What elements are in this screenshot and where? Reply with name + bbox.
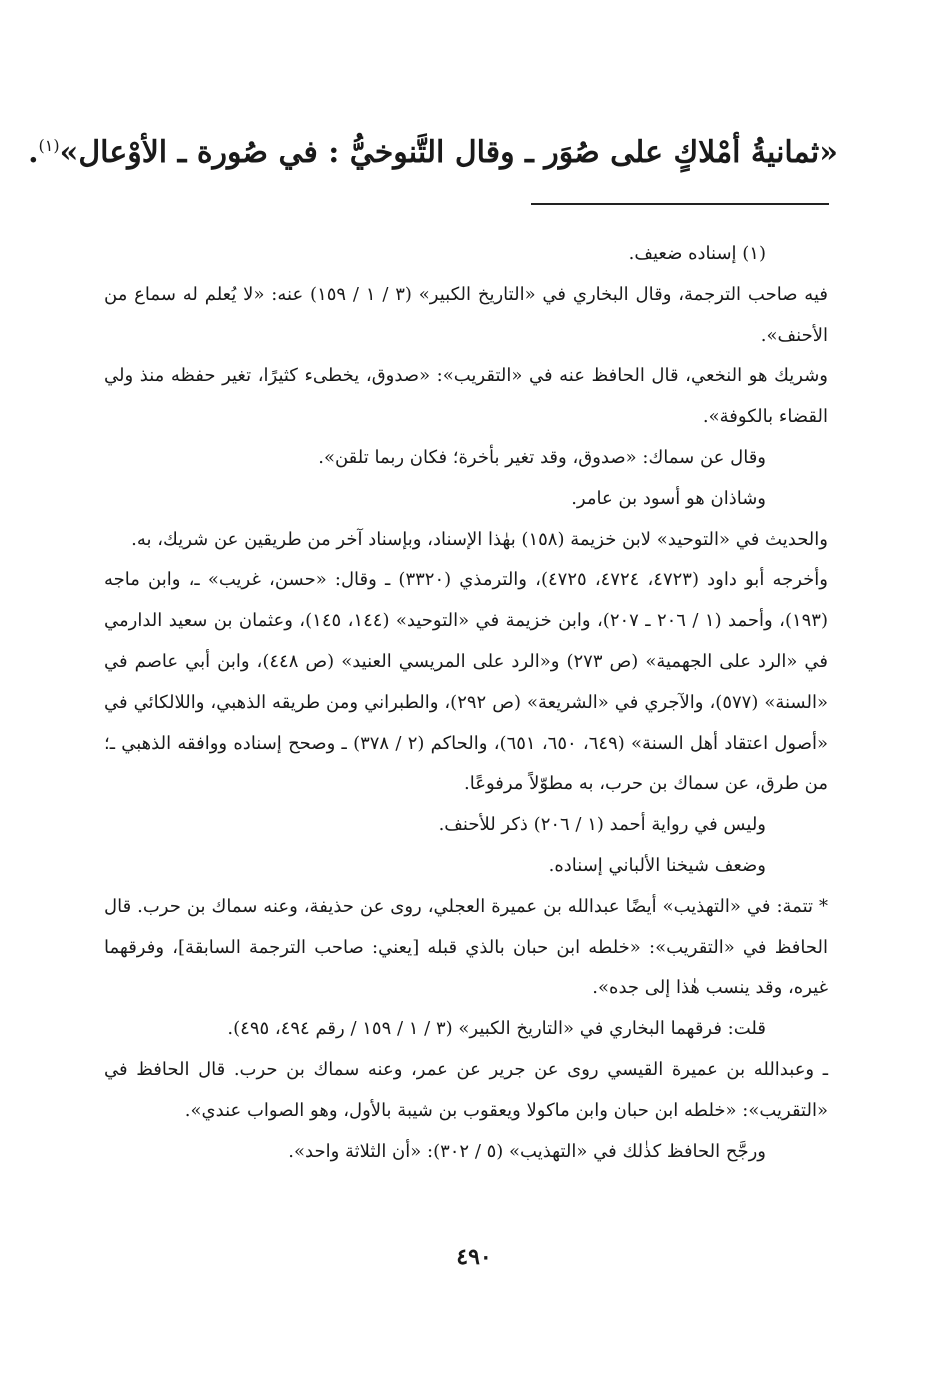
hadith-text: «ثمانيةُ أمْلاكٍ على صُوَر ـ وقال التَّنوخيُّ : في صُورة ـ الأوْعال»	[59, 135, 838, 170]
footnote-paragraph: وليس في رواية أحمد (١ / ٢٠٦) ذكر للأحنف.	[438, 814, 766, 836]
footnote-paragraph: (١) إسناده ضعيف.	[628, 243, 766, 264]
footnote-paragraph: قلت: فرقهما البخاري في «التاريخ الكبير» (٣ / ١ / ١٥٩ / رقم ٤٩٤، ٤٩٥).	[227, 1018, 766, 1040]
footnote-paragraph: وأخرجه أبو داود (٤٧٢٣، ٤٧٢٤، ٤٧٢٥)، والترمذي (٣٣٢٠) ـ وقال: «حسن، غريب» ـ، وابن ماجه (١٩٣)، وأحمد (١ / ٢٠٦ ـ ٢٠٧)، وابن خزيمة في «التوحيد» (١٤٤، ١٤٥)، وعثمان بن سعيد الدارمي في «الرد على الجهمية» (ص ٢٧٣) و«الرد على المريسي العنيد» (ص ٤٤٨)، وابن أبي عاصم في «السنة» (٥٧٧)، والآجري في «الشريعة» (ص ٢٩٢)، والطبراني ومن طريقه الذهبي، واللالكائي في «أصول اعتقاد أهل السنة» (٦٤٩، ٦٥٠، ٦٥١)، والحاكم (٢ / ٣٧٨) ـ وصحح إسناده ووافقه الذهبي ـ؛ من طرق، عن سماك بن حرب، به مطوّلاً مرفوعًا.	[104, 569, 829, 795]
footnote-paragraph: وشاذان هو أسود بن عامر.	[571, 487, 766, 509]
heading-end: .	[28, 135, 39, 170]
footnote-ref: (١)	[38, 136, 60, 155]
footnote-paragraph: وضعف شيخنا الألباني إسناده.	[548, 854, 766, 876]
footnote-paragraph: وقال عن سماك: «صدوق، وقد تغير بأخرة؛ فكان ربما تلقن».	[318, 446, 766, 468]
footnote-paragraph: * تتمة: في «التهذيب» أيضًا عبدالله بن عميرة العجلي، روى عن حذيفة، وعنه سماك بن حرب. قال الحافظ في «التقريب»: «خلطه ابن حبان بالذي قبله [يعني: صاحب الترجمة السابقة]، وفرقهما غيره، وقد ينسب هٰذا إلى جده».	[104, 895, 828, 999]
page-number: ٤٩٠	[456, 1244, 492, 1270]
footnote-paragraph: ـ وعبدالله بن عميرة القيسي روى عن جرير عن عمر، وعنه سماك بن حرب. قال الحافظ في «التقريب»: «خلطه ابن حبان وابن ماكولا ويعقوب بن شيبة بالأول، وهو الصواب عندي».	[104, 1058, 828, 1121]
footnote-paragraph: والحديث في «التوحيد» لابن خزيمة (١٥٨) بهٰذا الإسناد، وبإسناد آخر من طريقين عن شريك، به.	[131, 528, 828, 550]
footnote-paragraph: فيه صاحب الترجمة، وقال البخاري في «التاريخ الكبير» (٣ / ١ / ١٥٩) عنه: «لا يُعلم له سماع من الأحنف».	[104, 283, 828, 346]
footnotes	[104, 234, 828, 1172]
hadith-heading	[28, 122, 838, 177]
footnote-paragraph: ورجَّح الحافظ كذٰلك في «التهذيب» (٥ / ٣٠٢): «أن الثلاثة واحد».	[288, 1140, 766, 1162]
footnote-separator	[531, 203, 829, 205]
footnote-paragraph: وشريك هو النخعي، قال الحافظ عنه في «التقريب»: «صدوق، يخطىء كثيرًا، تغير حفظه منذ ولي القضاء بالكوفة».	[104, 365, 828, 428]
